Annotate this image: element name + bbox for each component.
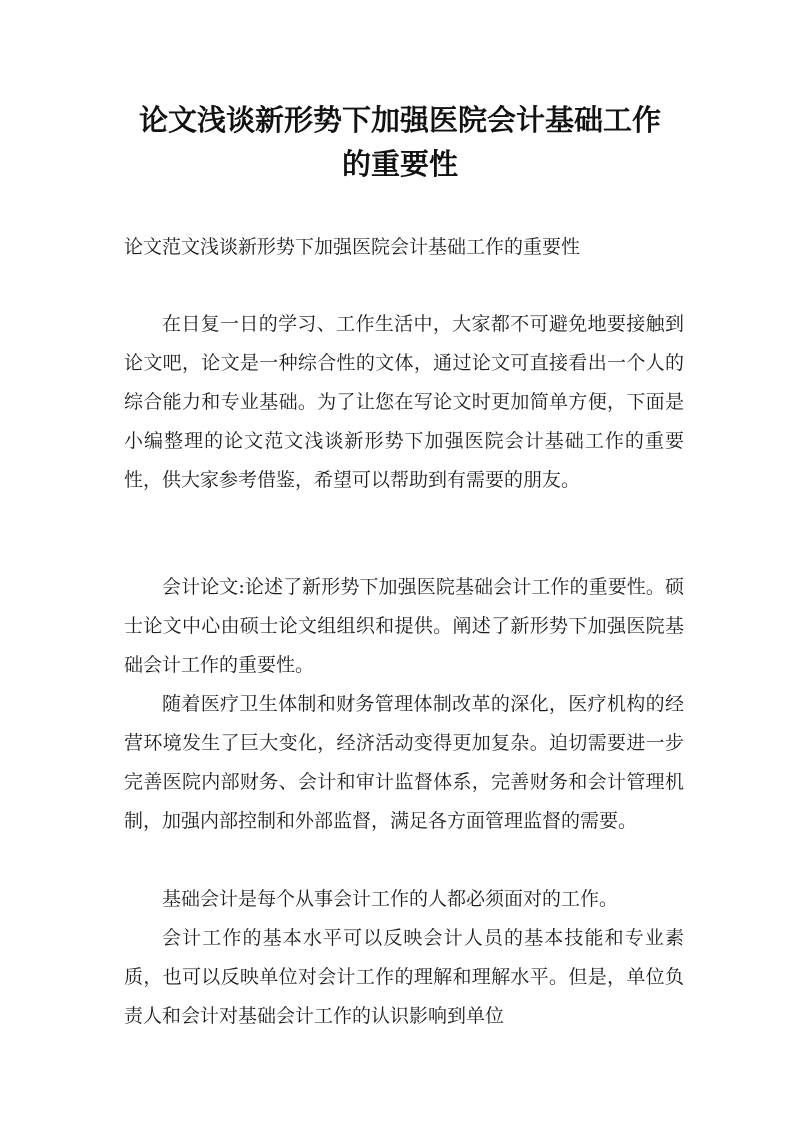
paragraph-basic-accounting: 基础会计是每个从事会计工作的人都必须面对的工作。 [162,888,619,910]
paragraph-accounting-level: 会计工作的基本水平可以反映会计人员的基本技能和专业素质，也可以反映单位对会计工作的理解和理解水平。但是，单位负责人和会计对基础会计工作的认识影响到单位 [124,927,684,1027]
title-line-1: 论文浅谈新形势下加强医院会计基础工作 [138,103,661,137]
document-subtitle: 论文范文浅谈新形势下加强医院会计基础工作的重要性 [124,236,581,258]
paragraph-intro: 在日复一日的学习、工作生活中，大家都不可避免地要接触到论文吧，论文是一种综合性的文体，通过论文可直接看出一个人的综合能力和专业基础。为了让您在写论文时更加简单方便，下面是小编整理的论文范文浅谈新形势下加强医院会计基础工作的重要性，供大家参考借鉴，希望可以帮助到有需要的朋友。 [124,313,684,491]
paragraph-background: 随着医疗卫生体制和财务管理体制改革的深化，医疗机构的经营环境发生了巨大变化，经济活动变得更加复杂。迫切需要进一步完善医院内部财务、会计和审计监督体系，完善财务和会计管理机制，加强内部控制和外部监督，满足各方面管理监督的需要。 [124,693,684,832]
paragraph-abstract: 会计论文:论述了新形势下加强医院基础会计工作的重要性。硕士论文中心由硕士论文组组织和提供。阐述了新形势下加强医院基础会计工作的重要性。 [124,576,684,676]
title-line-2: 的重要性 [341,147,458,181]
document-title [100,98,700,186]
